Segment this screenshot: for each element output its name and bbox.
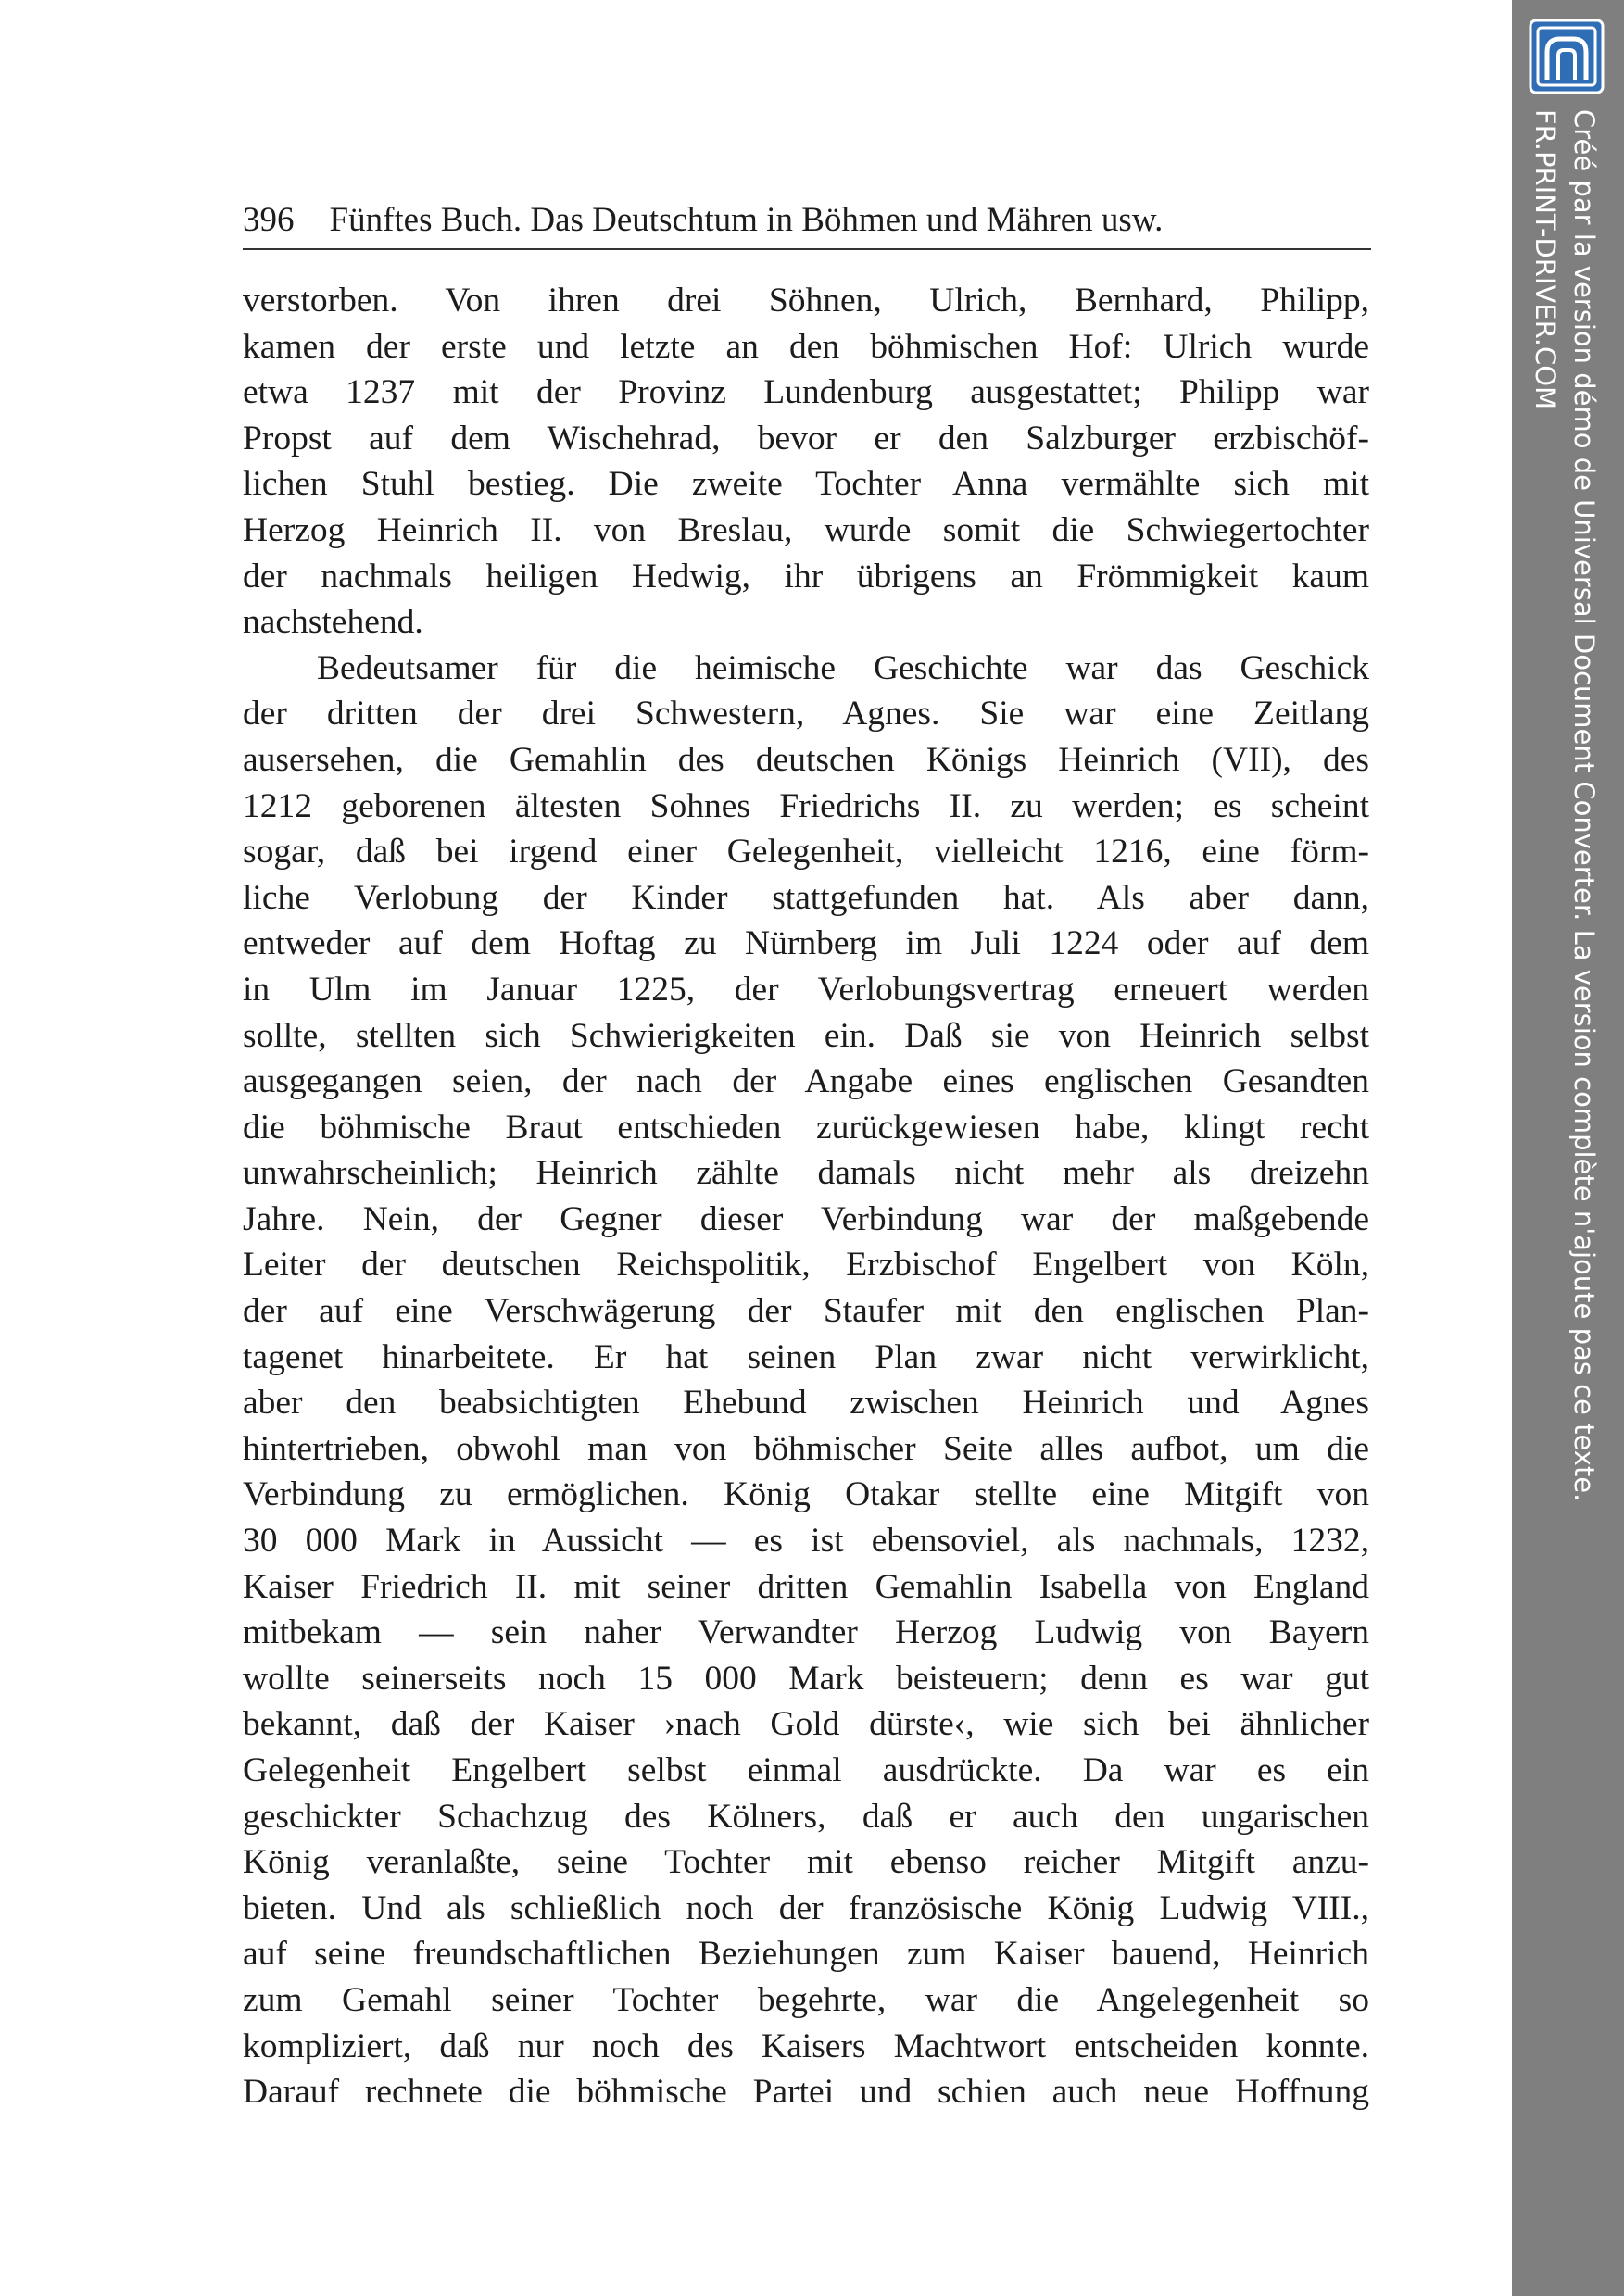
text-line: Leiter der deutschen Reichspolitik, Erzbischof Engelbert von Köln,: [243, 1246, 1369, 1285]
text-line: sogar, daß bei irgend einer Gelegenheit, vielleicht 1216, eine förm-: [243, 833, 1369, 872]
text-line: hintertrieben, obwohl man von böhmischer Seite alles aufbot, um die: [243, 1429, 1369, 1468]
udc-logo-icon: [1529, 19, 1605, 94]
text-line: kamen der erste und letzte an den böhmischen Hof: Ulrich wurde: [243, 327, 1369, 366]
text-line: Jahre. Nein, der Gegner dieser Verbindung war der maßgebende: [243, 1199, 1369, 1238]
text-line: nachstehend.: [243, 603, 423, 642]
text-line: Kaiser Friedrich II. mit seiner dritten Gemahlin Isabella von England: [243, 1567, 1369, 1606]
watermark-notice: Créé par la version démo de Universal Document Converter. La version complète n'ajoute pas ce texte.: [1568, 109, 1600, 1502]
body-text: [243, 278, 1369, 2115]
text-line: tagenet hinarbeitete. Er hat seinen Plan zwar nicht verwirklicht,: [243, 1337, 1369, 1376]
running-title: Fünftes Buch. Das Deutschtum in Böhmen und Mähren usw.: [329, 201, 1164, 239]
text-line: 1212 geborenen ältesten Sohnes Friedrichs II. zu werden; es scheint: [243, 786, 1369, 825]
text-line: ausersehen, die Gemahlin des deutschen Königs Heinrich (VII), des: [243, 740, 1369, 779]
watermark-url: FR.PRINT-DRIVER.COM: [1530, 109, 1561, 410]
running-header: [243, 196, 1371, 245]
text-line: 30 000 Mark in Aussicht — es ist ebensoviel, als nachmals, 1232,: [243, 1522, 1369, 1561]
paragraph-start-line: Bedeutsamer für die heimische Geschichte war das Geschick: [317, 648, 1369, 687]
watermark-text: [1519, 109, 1612, 1591]
text-line: entweder auf dem Hoftag zu Nürnberg im Juli 1224 oder auf dem: [243, 924, 1369, 963]
text-line: auf seine freundschaftlichen Beziehungen zum Kaiser bauend, Heinrich: [243, 1935, 1369, 1974]
text-line: mitbekam — sein naher Verwandter Herzog Ludwig von Bayern: [243, 1613, 1369, 1652]
text-line: zum Gemahl seiner Tochter begehrte, war die Angelegenheit so: [243, 1980, 1369, 2019]
header-rule: [243, 248, 1371, 250]
text-line: Herzog Heinrich II. von Breslau, wurde somit die Schwiegertochter: [243, 510, 1369, 549]
text-line: der dritten der drei Schwestern, Agnes. Sie war eine Zeitlang: [243, 695, 1369, 734]
text-line: kompliziert, daß nur noch des Kaisers Machtwort entscheiden konnte.: [243, 2026, 1369, 2065]
text-line: unwahrscheinlich; Heinrich zählte damals nicht mehr als dreizehn: [243, 1154, 1369, 1193]
text-line: die böhmische Braut entschieden zurückgewiesen habe, klingt recht: [243, 1108, 1369, 1147]
text-line: etwa 1237 mit der Provinz Lundenburg ausgestattet; Philipp war: [243, 373, 1369, 412]
text-line: ausgegangen seien, der nach der Angabe eines englischen Gesandten: [243, 1062, 1369, 1101]
page-number: 396: [243, 201, 295, 239]
text-line: Darauf rechnete die böhmische Partei und schien auch neue Hoffnung: [243, 2073, 1369, 2112]
text-line: liche Verlobung der Kinder stattgefunden hat. Als aber dann,: [243, 878, 1369, 917]
text-line: König veranlaßte, seine Tochter mit ebenso reicher Mitgift anzu-: [243, 1843, 1369, 1882]
text-line: verstorben. Von ihren drei Söhnen, Ulrich, Bernhard, Philipp,: [243, 282, 1369, 320]
text-line: bieten. Und als schließlich noch der französische König Ludwig VIII.,: [243, 1888, 1369, 1927]
text-line: Verbindung zu ermöglichen. König Otakar stellte eine Mitgift von: [243, 1475, 1369, 1514]
watermark-sidebar: [1512, 0, 1624, 2296]
text-line: in Ulm im Januar 1225, der Verlobungsvertrag erneuert werden: [243, 970, 1369, 1009]
text-line: geschickter Schachzug des Kölners, daß er auch den ungarischen: [243, 1797, 1369, 1836]
text-line: bekannt, daß der Kaiser ›nach Gold dürste‹, wie sich bei ähnlicher: [243, 1705, 1369, 1744]
text-line: aber den beabsichtigten Ehebund zwischen Heinrich und Agnes: [243, 1384, 1369, 1423]
text-line: wollte seinerseits noch 15 000 Mark beisteuern; denn es war gut: [243, 1659, 1369, 1698]
text-line: Propst auf dem Wischehrad, bevor er den Salzburger erzbischöf-: [243, 419, 1369, 458]
text-line: der auf eine Verschwägerung der Staufer mit den englischen Plan-: [243, 1292, 1369, 1331]
text-line: sollte, stellten sich Schwierigkeiten ein. Daß sie von Heinrich selbst: [243, 1016, 1369, 1055]
text-line: der nachmals heiligen Hedwig, ihr übrigens an Frömmigkeit kaum: [243, 557, 1369, 596]
text-line: Gelegenheit Engelbert selbst einmal ausdrückte. Da war es ein: [243, 1751, 1369, 1789]
text-line: lichen Stuhl bestieg. Die zweite Tochter Anna vermählte sich mit: [243, 465, 1369, 504]
